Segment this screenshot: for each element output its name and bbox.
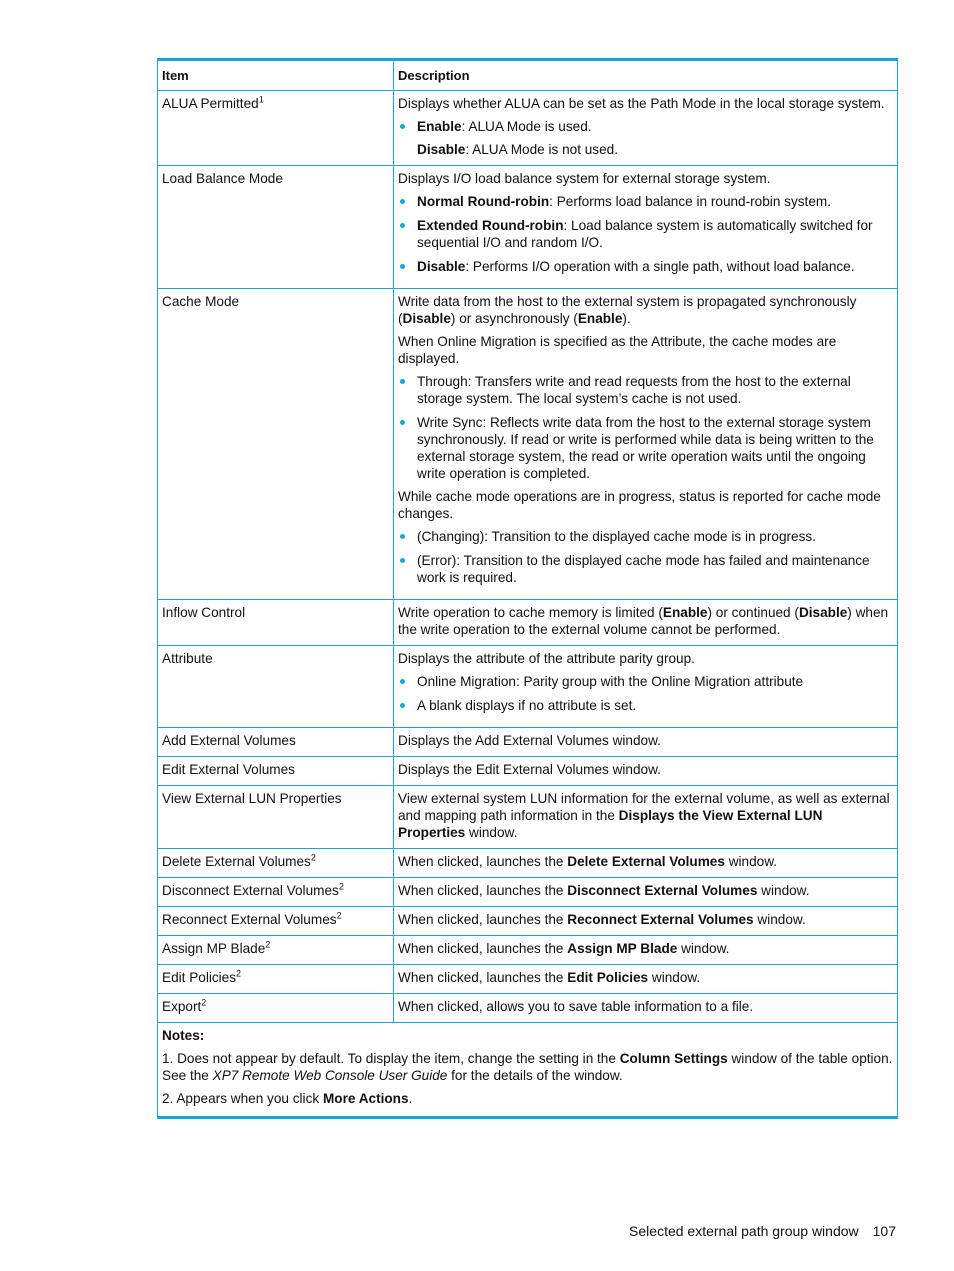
text-run: When clicked, launches the	[398, 883, 568, 898]
item-label: ALUA Permitted	[162, 96, 259, 111]
description-cell	[394, 600, 898, 646]
bold-term: Enable	[417, 119, 462, 134]
table-row	[158, 728, 898, 757]
list-item: Through: Transfers write and read requests from the host to the external storage system. The local system’s cache is not used.	[398, 373, 893, 407]
note-1	[162, 1050, 893, 1084]
page-number: 107	[872, 1223, 896, 1239]
term-text: : ALUA Mode is used.	[461, 119, 592, 134]
table-row	[158, 907, 898, 936]
bold-term: Disable	[402, 311, 451, 326]
bold-term: Disable	[417, 142, 466, 157]
item-cell: Load Balance Mode	[158, 166, 394, 289]
table-row	[158, 646, 898, 728]
notes-title: Notes:	[162, 1028, 205, 1043]
list-item	[398, 118, 893, 135]
description-cell	[394, 965, 898, 994]
bold-term: Column Settings	[619, 1051, 728, 1066]
table-header-row	[158, 60, 898, 91]
bold-term: Edit Policies	[567, 970, 649, 985]
text-run: window.	[757, 883, 810, 898]
description-cell	[394, 646, 898, 728]
table-row	[158, 757, 898, 786]
text-run: When clicked, launches the	[398, 912, 568, 927]
bullet-list	[398, 373, 893, 482]
bold-term: Disable	[417, 259, 466, 274]
text-run: Write data from the host to the external system is propagated synchronously (	[398, 294, 857, 326]
description-text: When Online Migration is specified as the Attribute, the cache modes are displayed.	[398, 334, 837, 366]
footnote-ref: 2	[236, 968, 242, 979]
text-run: When clicked, launches the	[398, 970, 568, 985]
description-text: Displays whether ALUA can be set as the Path Mode in the local storage system.	[398, 96, 885, 111]
bold-term: Enable	[662, 605, 708, 620]
description-cell: Displays the Edit External Volumes window.	[394, 757, 898, 786]
item-label: Disconnect External Volumes	[162, 883, 339, 898]
item-label: Export	[162, 999, 202, 1014]
text-run: 2. Appears when you click	[162, 1091, 323, 1106]
text-run: window.	[677, 941, 730, 956]
item-label: Edit Policies	[162, 970, 237, 985]
text-run: window.	[724, 854, 778, 869]
item-cell	[158, 936, 394, 965]
list-item	[398, 217, 893, 251]
notes-cell	[158, 1023, 898, 1118]
notes-row	[158, 1023, 898, 1118]
description-cell	[394, 878, 898, 907]
note-2	[162, 1090, 893, 1107]
properties-table	[157, 58, 898, 1119]
text-run: ) when the write operation to the external volume cannot be performed.	[398, 605, 889, 637]
item-cell: Inflow Control	[158, 600, 394, 646]
bold-term: Disable	[798, 605, 848, 620]
text-run: 1. Does not appear by default. To display the item, change the setting in the	[162, 1051, 620, 1066]
bold-term: Normal Round-robin	[417, 194, 550, 209]
bold-term: More Actions	[322, 1091, 409, 1106]
column-header-item: Item	[158, 60, 394, 91]
description-cell	[394, 786, 898, 849]
description-text	[398, 293, 893, 327]
text-run: Write operation to cache memory is limited (	[398, 605, 663, 620]
text-run: window.	[465, 825, 518, 840]
list-item	[398, 193, 893, 210]
italic-term: XP7 Remote Web Console User Guide	[212, 1068, 448, 1083]
bold-term: Disconnect External Volumes	[567, 883, 758, 898]
footnote-ref: 1	[258, 94, 264, 105]
text-run: window.	[753, 912, 806, 927]
term-text: : Performs load balance in round-robin system.	[549, 194, 831, 209]
table-row	[158, 166, 898, 289]
column-header-description: Description	[394, 60, 898, 91]
description-cell	[394, 289, 898, 600]
table-row	[158, 936, 898, 965]
term-text: : Performs I/O operation with a single path, without load balance.	[465, 259, 855, 274]
table-row	[158, 600, 898, 646]
bold-term: Assign MP Blade	[567, 941, 678, 956]
description-text: While cache mode operations are in progress, status is reported for cache mode changes.	[398, 489, 881, 521]
text-run: When clicked, launches the	[398, 854, 568, 869]
item-cell	[158, 965, 394, 994]
footer-title: Selected external path group window	[629, 1223, 859, 1239]
item-cell: Cache Mode	[158, 289, 394, 600]
footnote-ref: 2	[201, 997, 207, 1008]
footnote-ref: 2	[265, 939, 271, 950]
footnote-ref: 2	[338, 881, 344, 892]
bullet-list	[398, 118, 893, 135]
description-cell	[394, 166, 898, 289]
bold-term: Enable	[577, 311, 623, 326]
item-label: Reconnect External Volumes	[162, 912, 337, 927]
description-text: Displays the attribute of the attribute parity group.	[398, 651, 695, 666]
table-row	[158, 878, 898, 907]
table-row	[158, 91, 898, 166]
term-text: : Load balance system is automatically switched for sequential I/O and random I/O.	[417, 218, 873, 250]
table-row	[158, 849, 898, 878]
text-run: When clicked, launches the	[398, 941, 568, 956]
list-item	[398, 258, 893, 275]
item-cell	[158, 907, 394, 936]
description-cell: Displays the Add External Volumes window.	[394, 728, 898, 757]
table-row	[158, 289, 898, 600]
list-item: (Changing): Transition to the displayed cache mode is in progress.	[398, 528, 893, 545]
item-cell: Add External Volumes	[158, 728, 394, 757]
description-cell	[394, 907, 898, 936]
description-cell	[394, 91, 898, 166]
item-cell	[158, 878, 394, 907]
table-row	[158, 965, 898, 994]
list-item: Write Sync: Reflects write data from the host to the external storage system synchronously. If read or write is performed while data is being written to the external storage system, the read or write operation waits until the ongoing write operation is completed.	[398, 414, 893, 482]
description-cell	[394, 936, 898, 965]
description-cell: When clicked, allows you to save table information to a file.	[394, 994, 898, 1023]
text-run: View external system LUN information for the external volume, as well as external and mapping path information in the	[398, 791, 890, 823]
bullet-list	[398, 528, 893, 586]
document-page	[157, 58, 897, 1119]
text-run: for the details of the window.	[447, 1068, 623, 1083]
text-run: ) or asynchronously (	[450, 311, 578, 326]
text-run: .	[408, 1091, 413, 1106]
list-item: A blank displays if no attribute is set.	[398, 697, 893, 714]
table-row	[158, 786, 898, 849]
table-row	[158, 994, 898, 1023]
sub-text	[398, 141, 893, 158]
bold-term: Extended Round-robin	[417, 218, 564, 233]
text-run: ) or continued (	[707, 605, 799, 620]
item-cell: View External LUN Properties	[158, 786, 394, 849]
item-cell: Edit External Volumes	[158, 757, 394, 786]
list-item: (Error): Transition to the displayed cache mode has failed and maintenance work is required.	[398, 552, 893, 586]
bold-term: Displays the View External LUN Properties	[398, 808, 823, 840]
item-label: Assign MP Blade	[162, 941, 266, 956]
list-item: Online Migration: Parity group with the Online Migration attribute	[398, 673, 893, 690]
footnote-ref: 2	[310, 852, 316, 863]
description-cell	[394, 849, 898, 878]
bullet-list	[398, 193, 893, 275]
term-text: : ALUA Mode is not used.	[465, 142, 619, 157]
page-footer	[629, 1223, 896, 1239]
text-run: ).	[622, 311, 631, 326]
item-cell: Attribute	[158, 646, 394, 728]
description-text: Displays I/O load balance system for external storage system.	[398, 171, 771, 186]
item-cell	[158, 994, 394, 1023]
bold-term: Reconnect External Volumes	[567, 912, 754, 927]
item-cell	[158, 91, 394, 166]
item-cell	[158, 849, 394, 878]
footnote-ref: 2	[336, 910, 342, 921]
text-run: window of the table option. See the	[162, 1051, 893, 1083]
item-label: Delete External Volumes	[162, 854, 311, 869]
bullet-list	[398, 673, 893, 714]
text-run: window.	[648, 970, 701, 985]
bold-term: Delete External Volumes	[567, 854, 725, 869]
